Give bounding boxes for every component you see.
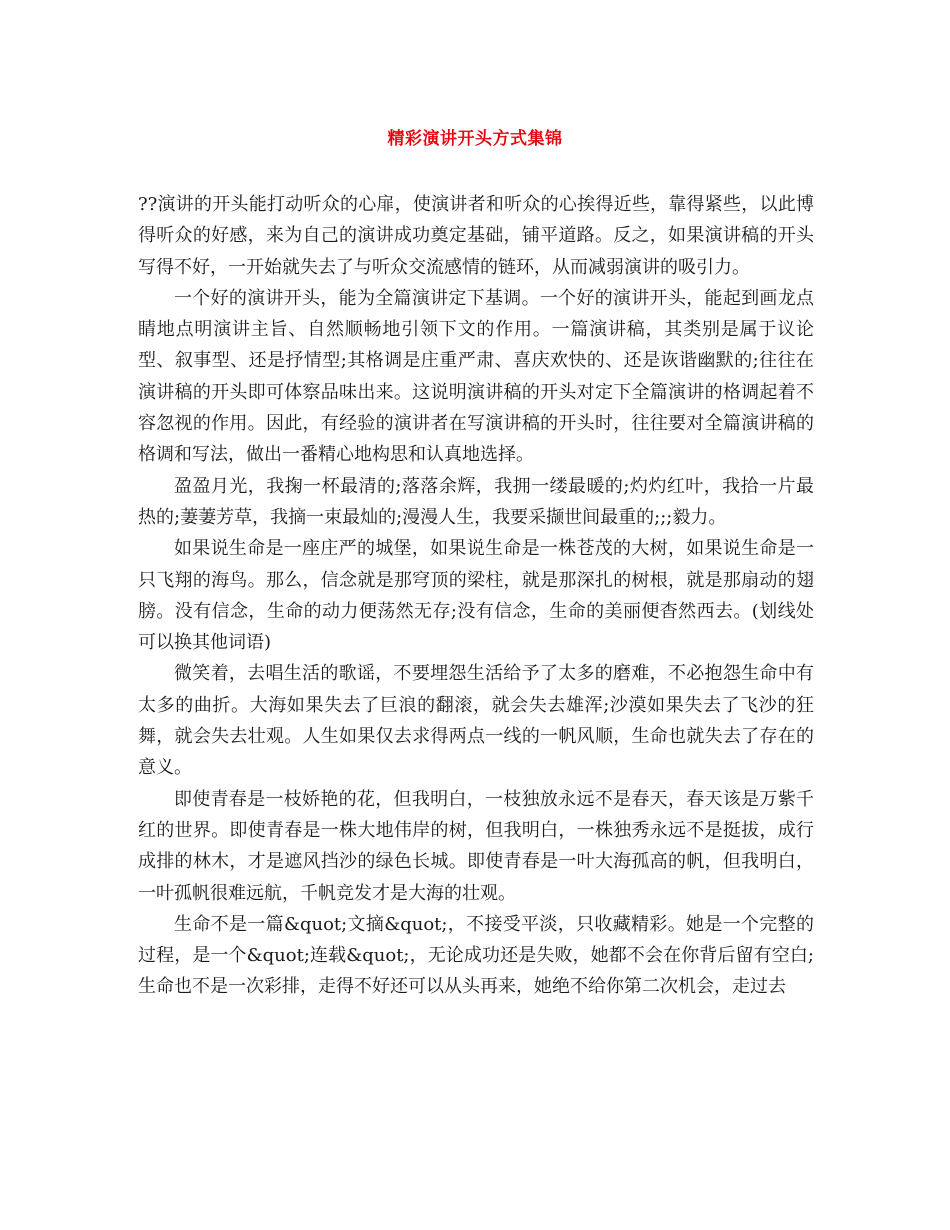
document-title: 精彩演讲开头方式集锦 [387, 129, 563, 149]
paragraph-5: 微笑着，去唱生活的歌谣，不要埋怨生活给予了太多的磨难，不必抱怨生命中有太多的曲折。大海如果失去了巨浪的翻滚，就会失去雄浑;沙漠如果失去了飞沙的狂舞，就会失去壮观。人生如果仅去求得两点一线的一帆风顺，生命也就失去了存在的意义。 [138, 663, 814, 779]
paragraph-6: 即使青春是一枝娇艳的花，但我明白，一枝独放永远不是春天，春天该是万紫千红的世界。即使青春是一株大地伟岸的树，但我明白，一株独秀永远不是挺拔，成行成排的林木，才是遮风挡沙的绿色长城。即使青春是一叶大海孤高的帆，但我明白，一叶孤帆很难远航，千帆竞发才是大海的壮观。 [138, 788, 814, 904]
paragraph-4: 如果说生命是一座庄严的城堡，如果说生命是一株苍茂的大树，如果说生命是一只飞翔的海鸟。那么，信念就是那穹顶的梁柱，就是那深扎的树根，就是那扇动的翅膀。没有信念，生命的动力便荡然无存;没有信念，生命的美丽便杳然西去。(划线处可以换其他词语) [138, 538, 814, 654]
paragraph-3: 盈盈月光，我掬一杯最清的;落落余辉，我拥一缕最暖的;灼灼红叶，我拾一片最热的;萋萋芳草，我摘一束最灿的;漫漫人生，我要采撷世间最重的;;;毅力。 [138, 475, 814, 528]
document-body [138, 189, 814, 1003]
paragraph-7: 生命不是一篇&quot;文摘&quot;，不接受平淡，只收藏精彩。她是一个完整的过程，是一个&quot;连载&quot;，无论成功还是失败，她都不会在你背后留有空白;生命也不是一次彩排，走得不好还可以从头再来，她绝不给你第二次机会，走过去 [138, 913, 814, 998]
paragraph-1: ??演讲的开头能打动听众的心扉，使演讲者和听众的心挨得近些，靠得紧些，以此博得听众的好感，来为自己的演讲成功奠定基础，铺平道路。反之，如果演讲稿的开头写得不好，一开始就失去了与听众交流感情的链环，从而减弱演讲的吸引力。 [138, 194, 814, 278]
paragraph-2: 一个好的演讲开头，能为全篇演讲定下基调。一个好的演讲开头，能起到画龙点睛地点明演讲主旨、自然顺畅地引领下文的作用。一篇演讲稿，其类别是属于议论型、叙事型、还是抒情型;其格调是庄重严肃、喜庆欢快的、还是诙谐幽默的;往往在演讲稿的开头即可体察品味出来。这说明演讲稿的开头对定下全篇演讲的格调起着不容忽视的作用。因此，有经验的演讲者在写演讲稿的开头时，往往要对全篇演讲稿的格调和写法，做出一番精心地构思和认真地选择。 [138, 287, 814, 466]
